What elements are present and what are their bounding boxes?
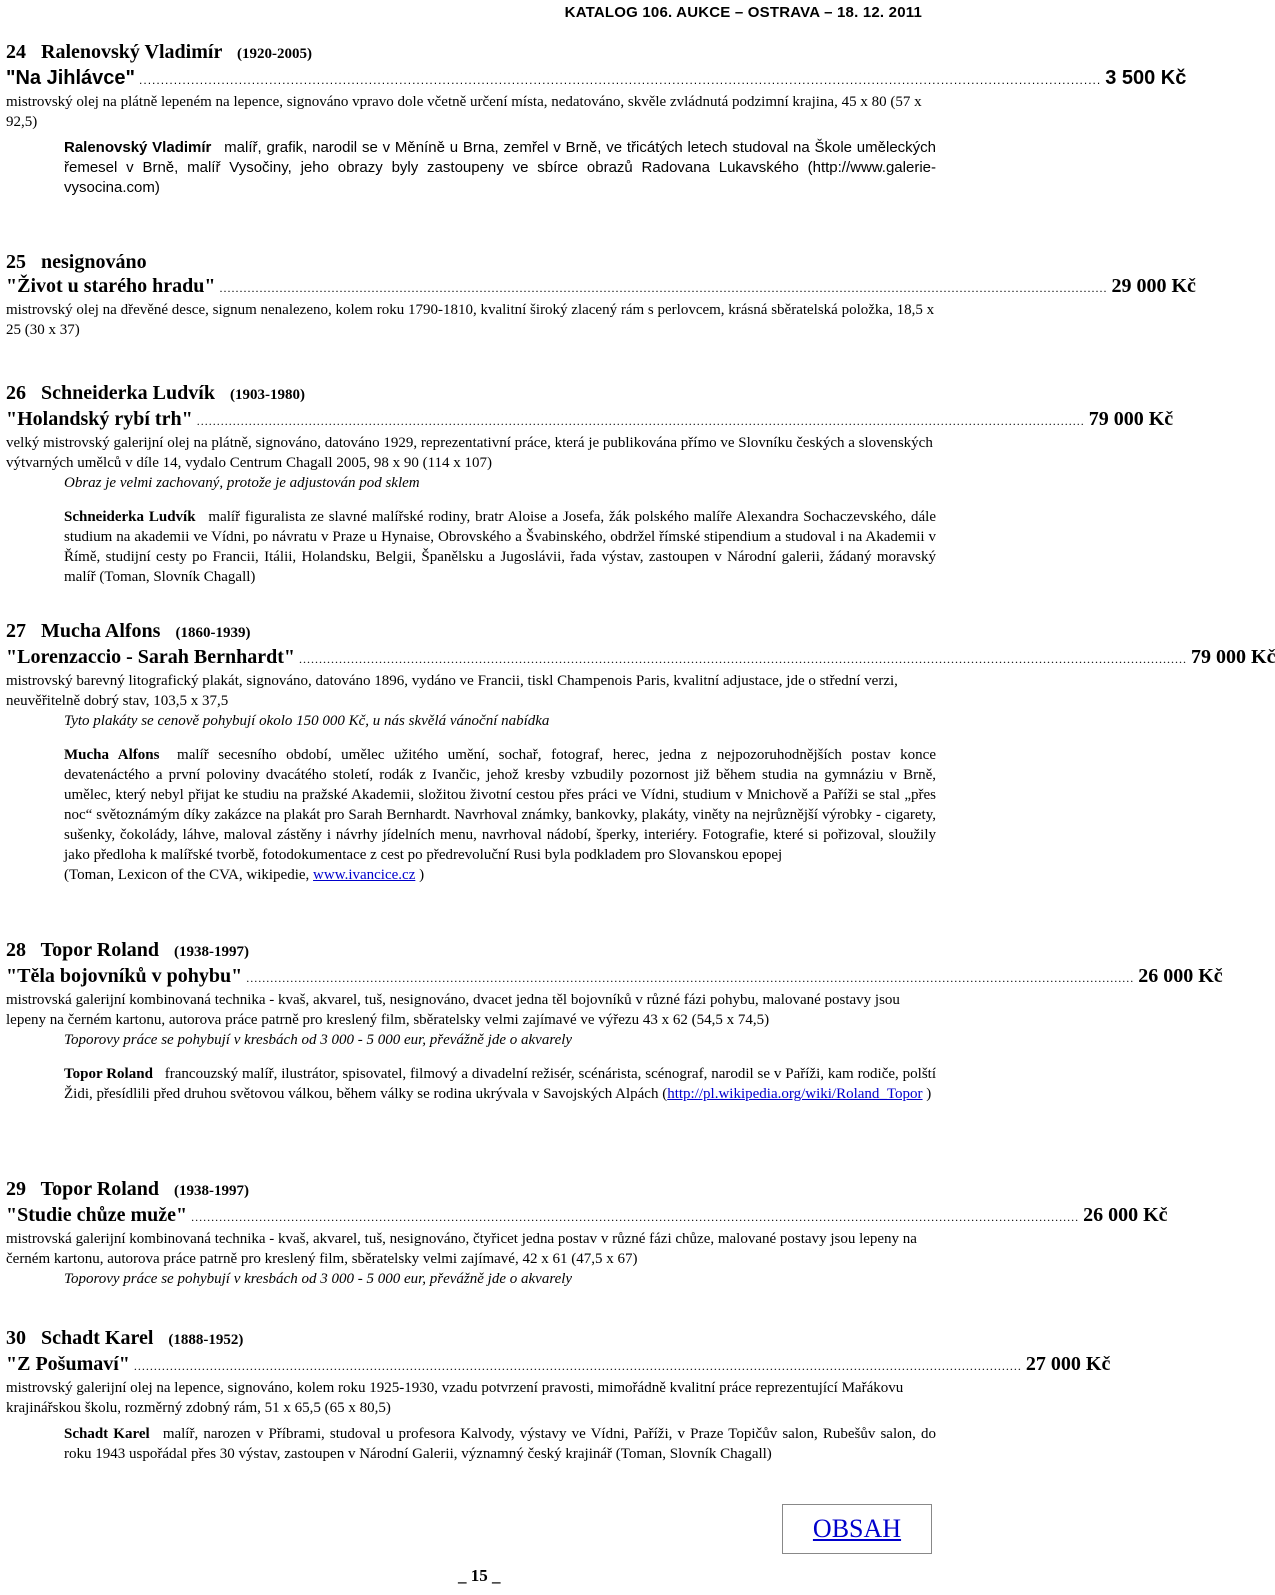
artist-dates: (1903-1980) [229, 387, 305, 403]
artist-name: Topor Roland [40, 1178, 160, 1200]
artwork-price: 29 000 Kč [1111, 275, 1196, 297]
bio-source-end: ) [926, 1086, 932, 1102]
artwork-description: mistrovský galerijní olej na lepence, signováno, kolem roku 1925-1930, vzadu potvrzení pravosti, mimořádně kvalitní práce reprezentující Mařákovu krajinářskou školu, rozměrný zdobný rám, 51 x 65,5 (65 x 80,5) [6, 1380, 904, 1416]
lot-24 [6, 40, 1187, 198]
artwork-note: Obraz je velmi zachovaný, protože je adjustován pod sklem [64, 475, 420, 491]
artist-bio [6, 138, 936, 198]
artwork-description: velký mistrovský galerijní olej na plátně, signováno, datováno 1929, reprezentativní práce, která je publikována přímo ve Slovníku českých a slovenských výtvarných umělců v díle 14, vydalo Centrum Chagall 2005, 98 x 90 (114 x 107) [6, 435, 933, 471]
artwork-description: mistrovský olej na plátně lepeném na lepence, signováno vpravo dole včetně určení místa, nedatováno, skvěle zvládnutá podzimní krajina, 45 x 80 (57 x 92,5) [6, 94, 922, 130]
artist-dates: (1888-1952) [168, 1332, 244, 1348]
title-row [6, 274, 1196, 300]
artwork-price: 3 500 Kč [1105, 67, 1187, 89]
artwork-title: "Z Pošumaví" [6, 1353, 130, 1375]
lot-heading [6, 1177, 936, 1203]
leader-dots: .............................................................................................................................................................................................................................. [219, 281, 1108, 295]
artist-bio [6, 507, 936, 587]
title-row [6, 1352, 1111, 1378]
title-row [6, 66, 1187, 92]
bio-artist-name: Schneiderka Ludvík [64, 509, 196, 525]
bio-text: malíř, narozen v Příbrami, studoval u profesora Kalvody, výstavy ve Vídni, Paříži, v Praze Topičův salon, Rubešův salon, do roku 1943 uspořádal přes 30 výstav, zastoupen v Národní Galerii, významný český krajinář (Toman, Slovník Chagall) [64, 1426, 937, 1462]
bio-artist-name: Schadt Karel [64, 1426, 150, 1442]
lot-number: 30 [6, 1327, 26, 1349]
bio-text: malíř secesního období, umělec užitého umění, sochař, fotograf, herec, jedna z nejpozoruhodnějších postav konce devatenáctého a první poloviny dvacátého století, rodák z Ivančic, jehož kresby vzbudily pozornost již během studia na gymnáziu v Brně, umělec, který nebyl přijat ke studiu na pražské Akademii, složitou životní cestou přes práci ve Vídni, studium v Mnichově a Paříži se stal „přes noc“ světoznámým díky zakázce na plakát pro Sarah Bernhardt. Navrhoval známky, bankovky, plakáty, viněty na nejrůznější výrobky - cigarety, sušenky, čokolády, láhve, maloval zástěny i návrhy jídelních menu, navrhoval nádobí, šperky, interiéry. Fotografie, které si pořizoval, sloužily jako předloha k malířské tvorbě, fotodokumentace z cest po předrevoluční Rusi byla podkladem pro Slovanskou epopej [64, 747, 936, 863]
bio-source-end: ) [419, 867, 425, 883]
lot-number: 24 [6, 41, 26, 63]
title-row [6, 964, 1223, 990]
lot-number: 27 [6, 620, 26, 642]
artist-dates: (1920-2005) [236, 46, 312, 62]
artist-dates: (1860-1939) [175, 625, 251, 641]
artwork-description: mistrovská galerijní kombinovaná technika - kvaš, akvarel, tuš, nesignováno, čtyřicet jedna postav v různé fázi chůze, malované postavy jsou lepeny na černém kartonu, autorova práce patrně pro kreslený film, sběratelsky velmi zajímavé, 42 x 61 (47,5 x 67) [6, 1231, 917, 1267]
lot-29 [6, 1177, 1168, 1289]
artist-bio [6, 745, 936, 885]
table-of-contents-link[interactable]: OBSAH [782, 1504, 932, 1554]
lot-27 [6, 619, 1275, 885]
leader-dots: .............................................................................................................................................................................................................................. [133, 1359, 1022, 1373]
lot-number: 28 [6, 939, 26, 961]
artwork-price: 26 000 Kč [1138, 965, 1223, 987]
artist-name: Ralenovský Vladimír [41, 41, 222, 63]
title-row [6, 645, 1275, 671]
lot-heading [6, 40, 936, 66]
artwork-note: Toporovy práce se pohybují v kresbách od 3 000 - 5 000 eur, převážně jde o akvarely [64, 1271, 573, 1287]
bio-source: (Toman, Lexicon of the CVA, wikipedie, [64, 867, 310, 883]
artwork-price: 27 000 Kč [1025, 1353, 1111, 1375]
lot-26 [6, 381, 1174, 587]
artwork-description: mistrovský barevný litografický plakát, signováno, datováno 1896, vydáno ve Francii, tiskl Champenois Paris, kvalitní adjustace, jde o střední verzi, neuvěřitelně dobrý stav, 103,5 x 37,5 [6, 673, 898, 709]
lot-number: 25 [6, 251, 26, 273]
artwork-description: mistrovská galerijní kombinovaná technika - kvaš, akvarel, tuš, nesignováno, dvacet jedna těl bojovníků v různé fázi pohybu, malované postavy jsou lepeny na černém kartonu, autorova práce patrně pro kreslený film, sběratelsky velmi zajímavé ve výřezu 43 x 62 (54,5 x 74,5) [6, 992, 900, 1028]
bio-artist-name: Topor Roland [64, 1066, 153, 1082]
lot-heading [6, 381, 936, 407]
ivancice-link[interactable]: www.ivancice.cz [313, 867, 416, 883]
leader-dots: .............................................................................................................................................................................................................................. [196, 414, 1085, 428]
artwork-title: "Těla bojovníků v pohybu" [6, 965, 243, 987]
bio-text: malíř figuralista ze slavné malířské rodiny, bratr Aloise a Josefa, žák polského malíře Alexandra Sochaczevského, dále studium na akademii ve Vídni, po návratu v Praze u Hynaise, Obrovského a Švabinského, obdržel římské stipendium a studoval i na Akademii v Římě, studijní cesty po Francii, Itálii, Holandsku, Belgii, Španělsku a Jugoslávii, řada výstav, zastoupen v Národní galerii, žádaný moravský malíř (Toman, Slovník Chagall) [64, 509, 937, 585]
title-row [6, 407, 1174, 433]
leader-dots: .............................................................................................................................................................................................................................. [139, 73, 1102, 87]
title-row [6, 1203, 1168, 1229]
artwork-title: "Lorenzaccio - Sarah Bernhardt" [6, 646, 296, 668]
leader-dots: .............................................................................................................................................................................................................................. [191, 1210, 1080, 1224]
bio-text: francouzský malíř, ilustrátor, spisovatel, filmový a divadelní režisér, scénárista, scénograf, narodil se v Paříži, kam rodiče, polští Židi, přesídlili před druhou světovou válkou, během války se rodina ukrývala v Savojských Alpách ( [64, 1066, 936, 1102]
lot-number: 26 [6, 382, 26, 404]
leader-dots: .............................................................................................................................................................................................................................. [299, 652, 1188, 666]
lot-number: 29 [6, 1178, 26, 1200]
lot-heading [6, 1326, 936, 1352]
lot-25 [6, 250, 1196, 340]
artwork-price: 79 000 Kč [1088, 408, 1174, 430]
artwork-title: "Studie chůze muže" [6, 1204, 188, 1226]
artwork-title: "Na Jihlávce" [6, 67, 136, 89]
artwork-price: 26 000 Kč [1083, 1204, 1168, 1226]
artwork-price: 79 000 Kč [1191, 646, 1275, 668]
artwork-note: Tyto plakáty se cenově pohybují okolo 150 000 Kč, u nás skvělá vánoční nabídka [64, 713, 550, 729]
artist-name: Schadt Karel [41, 1327, 154, 1349]
artwork-title: "Život u starého hradu" [6, 275, 216, 297]
lot-heading [6, 250, 936, 274]
lot-heading [6, 619, 936, 645]
bio-text: malíř, grafik, narodil se v Měníně u Brna, zemřel v Brně, ve třicátých letech studoval na Škole uměleckých řemesel v Brně, malíř Vysočiny, jeho obrazy byly zastoupeny ve sbírce obrazů Radovana Lukavského (http://www.galerie-vysocina.com) [64, 139, 937, 196]
bio-artist-name: Ralenovský Vladimír [64, 139, 212, 156]
artwork-note: Toporovy práce se pohybují v kresbách od 3 000 - 5 000 eur, převážně jde o akvarely [64, 1032, 573, 1048]
artwork-title: "Holandský rybí trh" [6, 408, 193, 430]
artist-bio [6, 1064, 936, 1104]
artist-name: nesignováno [41, 251, 147, 273]
catalog-header: KATALOG 106. AUKCE – OSTRAVA – 18. 12. 2011 [564, 4, 922, 21]
artist-name: Mucha Alfons [41, 620, 161, 642]
artist-dates: (1938-1997) [174, 1183, 250, 1199]
wikipedia-link[interactable]: http://pl.wikipedia.org/wiki/Roland_Topor [667, 1086, 923, 1102]
lot-28 [6, 938, 1223, 1104]
artwork-description: mistrovský olej na dřevěné desce, signum nenalezeno, kolem roku 1790-1810, kvalitní široký zlacený rám s perlovcem, krásná sběratelská položka, 18,5 x 25 (30 x 37) [6, 302, 935, 338]
lot-heading [6, 938, 936, 964]
leader-dots: .............................................................................................................................................................................................................................. [246, 971, 1135, 985]
bio-artist-name: Mucha Alfons [64, 747, 160, 763]
artist-dates: (1938-1997) [174, 944, 250, 960]
lot-30 [6, 1326, 1111, 1464]
artist-name: Schneiderka Ludvík [41, 382, 215, 404]
page-number: _ 15 _ [458, 1566, 501, 1585]
artist-name: Topor Roland [40, 939, 160, 961]
artist-bio [6, 1424, 936, 1464]
